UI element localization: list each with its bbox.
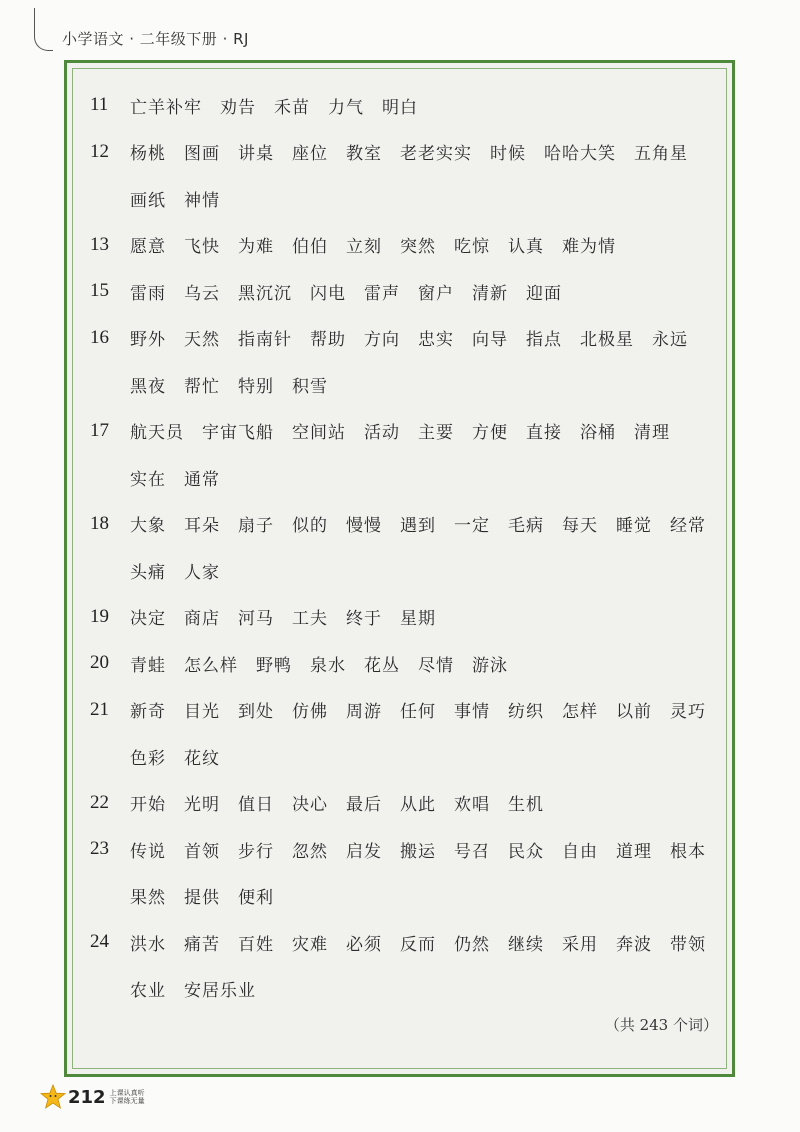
slogan-line-2: 下课练无量 xyxy=(109,1097,145,1105)
vocab-word: 带领 xyxy=(670,934,706,955)
lesson-number: 21 xyxy=(90,698,109,720)
vocab-word: 欢唱 xyxy=(454,795,490,816)
vocab-word: 光明 xyxy=(184,795,220,816)
vocab-word: 睡觉 xyxy=(616,516,652,537)
vocab-word: 新奇 xyxy=(130,702,166,723)
vocab-word: 吃惊 xyxy=(454,237,490,258)
vocab-word: 飞快 xyxy=(184,237,220,258)
vocab-word: 痛苦 xyxy=(184,934,220,955)
vocab-word: 自由 xyxy=(562,841,598,862)
vocab-word: 似的 xyxy=(292,516,328,537)
page-footer xyxy=(40,1082,145,1112)
lesson-words xyxy=(130,837,724,862)
vocab-list xyxy=(90,82,730,1012)
lesson-words xyxy=(130,558,238,583)
vocab-word: 搬运 xyxy=(400,841,436,862)
vocab-word: 灵巧 xyxy=(670,702,706,723)
vocab-word: 宇宙飞船 xyxy=(202,423,274,444)
vocab-word: 花纹 xyxy=(184,748,220,769)
lesson-words xyxy=(130,186,238,211)
lesson-row xyxy=(90,315,730,362)
vocab-word: 突然 xyxy=(400,237,436,258)
lesson-row xyxy=(90,222,730,269)
vocab-word: 奔波 xyxy=(616,934,652,955)
vocab-word: 时候 xyxy=(490,144,526,165)
vocab-word: 教室 xyxy=(346,144,382,165)
vocab-word: 怎样 xyxy=(562,702,598,723)
vocab-word: 任何 xyxy=(400,702,436,723)
lesson-row xyxy=(90,826,730,873)
lesson-number: 17 xyxy=(90,419,109,441)
vocab-word: 到处 xyxy=(238,702,274,723)
vocab-word: 北极星 xyxy=(580,330,634,351)
lesson-words xyxy=(130,93,436,118)
vocab-word: 活动 xyxy=(364,423,400,444)
vocab-word: 野鸭 xyxy=(256,655,292,676)
vocab-word: 指点 xyxy=(526,330,562,351)
lesson-words xyxy=(130,930,724,955)
vocab-word: 黑夜 xyxy=(130,376,166,397)
lesson-row xyxy=(90,129,730,176)
vocab-word: 启发 xyxy=(346,841,382,862)
vocab-word: 忽然 xyxy=(292,841,328,862)
vocab-word: 纺织 xyxy=(508,702,544,723)
vocab-word: 大象 xyxy=(130,516,166,537)
vocab-word: 尽情 xyxy=(418,655,454,676)
vocab-word: 窗户 xyxy=(418,283,454,304)
lesson-words xyxy=(130,697,724,722)
page-header xyxy=(0,0,800,56)
vocab-word: 明白 xyxy=(382,97,418,118)
vocab-word: 帮忙 xyxy=(184,376,220,397)
lesson-row xyxy=(90,408,730,455)
vocab-word: 难为情 xyxy=(562,237,616,258)
vocab-word: 商店 xyxy=(184,609,220,630)
vocab-word: 游泳 xyxy=(472,655,508,676)
vocab-word: 主要 xyxy=(418,423,454,444)
lesson-words xyxy=(130,465,238,490)
vocab-word: 继续 xyxy=(508,934,544,955)
lesson-number: 24 xyxy=(90,931,109,953)
vocab-word: 实在 xyxy=(130,469,166,490)
vocab-word: 青蛙 xyxy=(130,655,166,676)
lesson-number: 22 xyxy=(90,791,109,813)
vocab-word: 画纸 xyxy=(130,190,166,211)
lesson-number: 15 xyxy=(90,280,109,302)
vocab-word: 伯伯 xyxy=(292,237,328,258)
page-edge-decoration xyxy=(34,8,53,51)
vocab-word: 仿佛 xyxy=(292,702,328,723)
vocab-word: 人家 xyxy=(184,562,220,583)
vocab-word: 民众 xyxy=(508,841,544,862)
lesson-words xyxy=(130,511,724,536)
vocab-word: 立刻 xyxy=(346,237,382,258)
lesson-words xyxy=(130,744,238,769)
vocab-word: 图画 xyxy=(184,144,220,165)
lesson-words xyxy=(130,604,454,629)
lesson-number: 11 xyxy=(90,94,109,116)
vocab-word: 毛病 xyxy=(508,516,544,537)
vocab-word: 闪电 xyxy=(310,283,346,304)
vocab-word: 号召 xyxy=(454,841,490,862)
vocab-word: 周游 xyxy=(346,702,382,723)
vocab-word: 果然 xyxy=(130,888,166,909)
lesson-number: 18 xyxy=(90,512,109,534)
vocab-word: 指南针 xyxy=(238,330,292,351)
lesson-row xyxy=(90,547,730,594)
lesson-number: 19 xyxy=(90,605,109,627)
vocab-word: 空间站 xyxy=(292,423,346,444)
vocab-word: 经常 xyxy=(670,516,706,537)
lesson-words xyxy=(130,418,688,443)
lesson-number: 23 xyxy=(90,838,109,860)
lesson-row xyxy=(90,640,730,687)
lesson-number: 12 xyxy=(90,140,109,162)
footer-slogan xyxy=(110,1089,145,1105)
vocab-word: 采用 xyxy=(562,934,598,955)
vocab-word: 遇到 xyxy=(400,516,436,537)
vocab-word: 禾苗 xyxy=(274,97,310,118)
vocab-word: 座位 xyxy=(292,144,328,165)
vocab-word: 劝告 xyxy=(220,97,256,118)
vocab-word: 值日 xyxy=(238,795,274,816)
vocab-word: 事情 xyxy=(454,702,490,723)
lesson-words xyxy=(130,279,580,304)
vocab-word: 便利 xyxy=(238,888,274,909)
lesson-row xyxy=(90,966,730,1013)
vocab-word: 永远 xyxy=(652,330,688,351)
vocab-word: 工夫 xyxy=(292,609,328,630)
lesson-row xyxy=(90,501,730,548)
lesson-row xyxy=(90,594,730,641)
vocab-word: 根本 xyxy=(670,841,706,862)
vocab-word: 必须 xyxy=(346,934,382,955)
vocab-word: 安居乐业 xyxy=(184,981,256,1002)
vocab-word: 神情 xyxy=(184,190,220,211)
lesson-words xyxy=(130,883,292,908)
vocab-word: 天然 xyxy=(184,330,220,351)
vocab-word: 积雪 xyxy=(292,376,328,397)
vocab-word: 从此 xyxy=(400,795,436,816)
vocab-word: 帮助 xyxy=(310,330,346,351)
vocab-word: 浴桶 xyxy=(580,423,616,444)
lesson-number: 16 xyxy=(90,326,109,348)
lesson-number: 13 xyxy=(90,233,109,255)
vocab-word: 反而 xyxy=(400,934,436,955)
vocab-word: 目光 xyxy=(184,702,220,723)
vocab-word: 传说 xyxy=(130,841,166,862)
vocab-word: 五角星 xyxy=(634,144,688,165)
vocab-word: 特别 xyxy=(238,376,274,397)
vocab-word: 花丛 xyxy=(364,655,400,676)
vocab-word: 怎么样 xyxy=(184,655,238,676)
vocab-word: 提供 xyxy=(184,888,220,909)
vocab-word: 耳朵 xyxy=(184,516,220,537)
vocab-word: 野外 xyxy=(130,330,166,351)
vocab-word: 为难 xyxy=(238,237,274,258)
lesson-words xyxy=(130,651,526,676)
lesson-row xyxy=(90,454,730,501)
vocab-word: 雷雨 xyxy=(130,283,166,304)
vocab-word: 老老实实 xyxy=(400,144,472,165)
vocab-word: 步行 xyxy=(238,841,274,862)
lesson-words xyxy=(130,325,706,350)
vocab-word: 决心 xyxy=(292,795,328,816)
vocab-word: 百姓 xyxy=(238,934,274,955)
page-number: 212 xyxy=(68,1086,106,1108)
vocab-word: 雷声 xyxy=(364,283,400,304)
vocab-word: 讲桌 xyxy=(238,144,274,165)
lesson-words xyxy=(130,232,634,257)
vocab-word: 方便 xyxy=(472,423,508,444)
book-title: 小学语文 · 二年级下册 · RJ xyxy=(62,30,249,48)
vocab-word: 一定 xyxy=(454,516,490,537)
vocab-word: 方向 xyxy=(364,330,400,351)
lesson-row xyxy=(90,687,730,734)
vocab-word: 河马 xyxy=(238,609,274,630)
lesson-words xyxy=(130,976,274,1001)
vocab-word: 泉水 xyxy=(310,655,346,676)
vocab-word: 首领 xyxy=(184,841,220,862)
vocab-word: 开始 xyxy=(130,795,166,816)
star-icon xyxy=(40,1084,66,1110)
vocab-word: 认真 xyxy=(508,237,544,258)
vocab-word: 最后 xyxy=(346,795,382,816)
vocab-word: 亡羊补牢 xyxy=(130,97,202,118)
vocab-word: 星期 xyxy=(400,609,436,630)
vocab-word: 决定 xyxy=(130,609,166,630)
vocab-word: 仍然 xyxy=(454,934,490,955)
vocab-word: 以前 xyxy=(616,702,652,723)
vocab-word: 迎面 xyxy=(526,283,562,304)
vocab-word: 每天 xyxy=(562,516,598,537)
lesson-row xyxy=(90,361,730,408)
vocab-word: 乌云 xyxy=(184,283,220,304)
word-total: （共 243 个词） xyxy=(604,1016,718,1034)
lesson-row xyxy=(90,175,730,222)
lesson-row xyxy=(90,780,730,827)
vocab-word: 扇子 xyxy=(238,516,274,537)
lesson-row xyxy=(90,919,730,966)
lesson-words xyxy=(130,790,562,815)
vocab-word: 农业 xyxy=(130,981,166,1002)
lesson-words xyxy=(130,372,346,397)
vocab-word: 通常 xyxy=(184,469,220,490)
vocab-word: 力气 xyxy=(328,97,364,118)
vocab-word: 灾难 xyxy=(292,934,328,955)
vocab-word: 直接 xyxy=(526,423,562,444)
vocab-word: 向导 xyxy=(472,330,508,351)
vocab-word: 头痛 xyxy=(130,562,166,583)
vocab-word: 黑沉沉 xyxy=(238,283,292,304)
lesson-row xyxy=(90,873,730,920)
lesson-number: 20 xyxy=(90,652,109,674)
vocab-word: 生机 xyxy=(508,795,544,816)
lesson-row xyxy=(90,733,730,780)
vocab-word: 清新 xyxy=(472,283,508,304)
lesson-row xyxy=(90,82,730,129)
vocab-word: 慢慢 xyxy=(346,516,382,537)
vocab-word: 道理 xyxy=(616,841,652,862)
vocab-word: 航天员 xyxy=(130,423,184,444)
vocab-word: 色彩 xyxy=(130,748,166,769)
vocab-word: 愿意 xyxy=(130,237,166,258)
slogan-line-1: 上课认真听 xyxy=(109,1089,145,1097)
vocab-word: 杨桃 xyxy=(130,144,166,165)
vocab-word: 哈哈大笑 xyxy=(544,144,616,165)
vocab-word: 清理 xyxy=(634,423,670,444)
vocab-word: 终于 xyxy=(346,609,382,630)
vocab-word: 洪水 xyxy=(130,934,166,955)
lesson-row xyxy=(90,268,730,315)
vocab-word: 忠实 xyxy=(418,330,454,351)
lesson-words xyxy=(130,139,706,164)
